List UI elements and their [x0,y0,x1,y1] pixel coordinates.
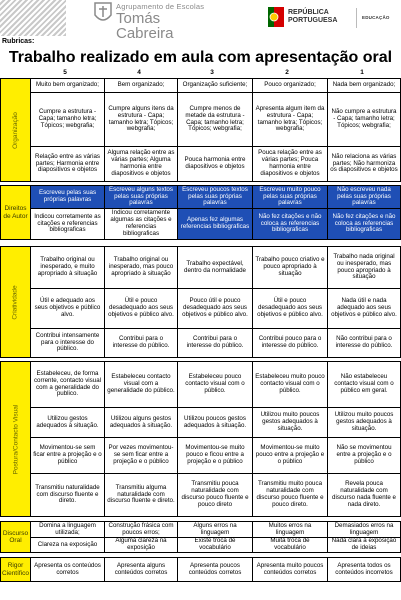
rubric-cell: Indicou corretamente as citações e referencias bibliograficas [30,208,105,240]
school-logo-icon [93,1,113,25]
page-title: Trabalho realizado em aula com apresentação oral [8,49,393,66]
rubric-cell: Apresenta poucos conteúdos corretos [177,557,253,582]
header-stripe-decoration [0,0,66,36]
rubric-cell: Estabeleceu pouco contacto visual com o público. [177,361,253,408]
rubric-cell: Escreveu alguns textos pelas suas próprias palavras [104,185,178,209]
rubric-cell: Nada útil e nada adequado aos seus objetivos e público alvo. [327,288,401,329]
rubric-cell: Muitos erros na linguagem [252,521,328,538]
rubric-cell: Contribui pouco para o interesse do público. [252,328,328,358]
rubric-cell: Estabeleceu contacto visual com a generalidade do público. [104,361,178,408]
header-divider [356,8,357,28]
category-label: Direitos de Autor [3,205,28,220]
rubric-cell: Alguma clareza na exposição [104,537,178,553]
category-postura-contacto-visual [0,361,31,517]
rubric-cell: Apenas fez algumas referencias bibliograficas [177,208,253,240]
rubric-cell: Não fez citações e não coloca as referencias bibliograficas [327,208,401,240]
ministry-label: EDUCAÇÃO [362,15,390,20]
rubric-cell: Não fez citações e não coloca as referencias bibliograficas [252,208,328,240]
rubric-cell: Movimentou-se muito pouco entre a projeção e o público [252,437,328,474]
rubric-cell: Construção frásica com poucos erros; [104,521,178,538]
rubric-cell: Utilizou gestos adequados à situação. [30,407,105,438]
rubric-cell: Contribui para o interesse do público. [177,328,253,358]
rubricas-label: Rubricas: [2,38,35,45]
category-label: Rigor Científico [1,562,30,577]
category-criatividade [0,246,31,358]
rubric-cell: Cumpre menos de metade da estrutura - Capa; tamanho letra; Tópicos; webgrafia; [177,92,253,147]
rubric-cell: Transmitiu alguma naturalidade com discurso fluente e direto. [104,473,178,517]
rubric-cell: Transmitiu naturalidade com discurso fluente e direto. [30,473,105,517]
rubric-cell: Existe troca de vocabulário [177,537,253,553]
rubric-cell: Apresenta todos os conteúdos incorretos [327,557,401,582]
rubric-cell: Relação entre as várias partes; Harmonia entre diapositivos e objetos [30,146,105,182]
rubric-cell: Apresenta os conteúdos corretos [30,557,105,582]
rubric-cell: Não estabeleceu contacto visual com o público em geral. [327,361,401,408]
rubric-cell: Apresenta muito poucos conteúdos corretos [252,557,328,582]
rubric-cell: Indicou corretamente algumas as citações e referencias bibliograficas [104,208,178,240]
rubric-cell: Utilizou alguns gestos adequados à situação. [104,407,178,438]
rubric-cell: Apresenta algum item da estrutura - Capa; tamanho letra; Tópicos; webgrafia; [252,92,328,147]
category-label: Criatividade [12,284,20,320]
rubric-cell: Utilizou muito poucos gestos adequados à situação. [327,407,401,438]
government-logo [268,7,352,29]
score-5: 5 [63,69,67,76]
school-name-line1: Agrupamento de Escolas [116,2,205,11]
rubric-cell: Pouca harmonia entre diapositivos e objetos [177,146,253,182]
rubric-cell: Trabalho original ou inesperado, mas pouco apropriado à situação [104,246,178,289]
rubric-cell: Não relaciona as várias partes; Não harmoniza os diapositivos e objetos [327,146,401,182]
rubric-cell: Muito bem organizado; [30,78,105,93]
rubric-cell: Contribui para o interesse do público. [104,328,178,358]
rubric-cell: Nada bem organizado; [327,78,401,93]
rubric-cell: Domina a linguagem utilizada; [30,521,105,538]
rubric-cell: Não escreveu nada pelas suas próprias palavras [327,185,401,209]
rubric-cell: Movimentou-se muito pouco e ficou entre a projeção e o público [177,437,253,474]
category-label: Postura/Contacto Visual [12,404,19,474]
score-3: 3 [210,69,214,76]
rubric-cell: Trabalho pouco criativo e pouco apropriado à situação [252,246,328,289]
rubric-cell: Escreveu muito pouco pelas suas próprias palavras [252,185,328,209]
gov-line1: REPÚBLICA [288,9,329,16]
rubric-cell: Escreveu poucos textos pelas suas próprias palavras [177,185,253,209]
school-name [116,2,216,41]
rubric-cell: Bem organizado; [104,78,178,93]
rubric-cell: Por vezes movimentou-se sem ficar entre a projeção e o público [104,437,178,474]
score-4: 4 [137,69,141,76]
rubric-cell: Transmitiu pouca naturalidade com discurso pouco fluente e pouco direto [177,473,253,517]
gov-line2: PORTUGUESA [288,17,338,24]
category-organiza-o [0,78,31,182]
rubric-cell: Não se movimentou entre a projeção e o público [327,437,401,474]
rubric-cell: Estabeleceu, de forma corrente, contacto visual com a generalidade do publico. [30,361,105,408]
rubric-cell: Apresenta alguns conteúdos corretos [104,557,178,582]
category-direitos-de-autor [0,185,31,240]
rubric-cell: Estabeleceu muito pouco contacto visual com o público. [252,361,328,408]
rubric-cell: Útil e pouco desadequado aos seus objetivos e público alvo. [104,288,178,329]
score-2: 2 [285,69,289,76]
rubric-cell: Útil e adequado aos seus objetivos e público alvo. [30,288,105,329]
rubric-cell: Movimentou-se sem ficar entre a projeção e o público [30,437,105,474]
rubric-cell: Revela pouca naturalidade com discurso nada fluente e nada direto. [327,473,401,517]
rubric-cell: Utilizou muito poucos gestos adequados à situação. [252,407,328,438]
rubric-cell: Utilizou poucos gestos adequados à situação. [177,407,253,438]
rubric-cell: Trabalho original ou inesperado, e muito apropriado à situação [30,246,105,289]
score-1: 1 [360,69,364,76]
rubric-cell: Transmitiu muito pouca naturalidade com discurso pouco fluente e pouco direto. [252,473,328,517]
category-discurso-oral [0,521,31,553]
category-label: Discurso Oral [2,529,29,544]
rubric-cell: Não cumpre a estrutura - Capa; tamanho letra; Tópicos; webgrafia; [327,92,401,147]
rubric-cell: Alguns erros na linguagem [177,521,253,538]
rubric-cell: Pouco útil e pouco desadequado aos seus objetivos e público alvo. [177,288,253,329]
rubric-cell: Clareza na exposição [30,537,105,553]
rubric-cell: Muita troca de vocabulário [252,537,328,553]
rubric-cell: Alguma relação entre as várias partes; Alguma harmonia entre diapositivos e objetos [104,146,178,182]
category-label: Organização [12,111,20,149]
rubric-cell: Não contribui para o interesse do público. [327,328,401,358]
rubric-cell: Escreveu pelas suas próprias palavras [30,185,105,209]
school-name-line2: Tomás Cabreira [116,10,174,42]
rubric-cell: Pouco organizado; [252,78,328,93]
rubric-cell: Útil e pouco desadequado aos seus objetivos e público alvo. [252,288,328,329]
rubric-cell: Demasiados erros na linguagem [327,521,401,538]
rubric-cell: Cumpre a estrutura - Capa; tamanho letra; Tópicos; webgrafia; [30,92,105,147]
rubric-cell: Pouca relação entre as várias partes; Pouca harmonia entre diapositivos e objetos [252,146,328,182]
republic-emblem-icon [268,7,284,27]
rubric-cell: Nada clara a exposição de ideias [327,537,401,553]
rubric-cell: Organização suficiente; [177,78,253,93]
rubric-cell: Trabalho nada original ou inesperado, mas pouco apropriado à situação [327,246,401,289]
rubric-cell: Cumpre alguns itens da estrutura - Capa; tamanho letra; Tópicos; webgrafia; [104,92,178,147]
category-rigor-cient-fico [0,557,31,582]
score-header-row [0,69,401,78]
rubric-cell: Contribui intensamente para o interesse do público. [30,328,105,358]
rubric-cell: Trabalho expectável, dentro da normalidade [177,246,253,289]
